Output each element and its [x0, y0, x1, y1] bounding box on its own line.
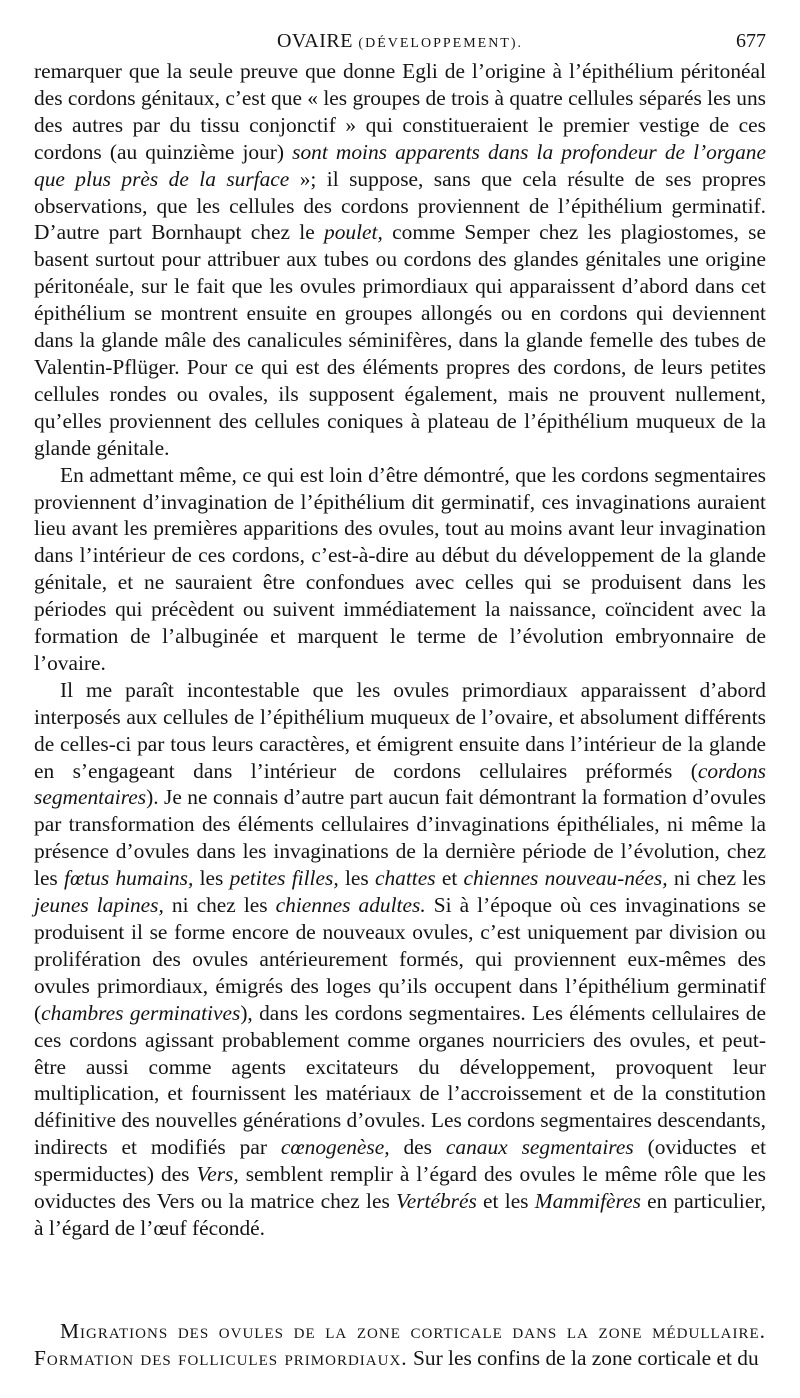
paragraph: [34, 58, 766, 462]
text-run: les: [338, 866, 375, 891]
paragraph: [34, 462, 766, 677]
text-run: semblent remplir à l’égard des ovules le même rôle que les oviductes des Vers ou la matrice chez les: [34, 1162, 766, 1214]
italic-text: chambres germinatives: [41, 1000, 241, 1025]
italic-text: Vertébrés: [396, 1189, 477, 1214]
text-run: ). Je ne connais d’autre part aucun fait démontrant la formation d’ovules par transformation des éléments cellulaires d’invaginations épithéliales, ni même la présence d’ovules dans les invaginations de la dernière période de l’évolution, chez les: [34, 785, 766, 891]
text-run: (oviductes et spermiductes) des: [34, 1135, 767, 1187]
text-run: les: [193, 866, 230, 891]
italic-text: petites filles,: [229, 866, 339, 891]
text-run: ni chez les: [163, 893, 276, 918]
italic-text: cordons segmentaires: [34, 758, 766, 810]
italic-text: cœnogenèse,: [280, 1135, 390, 1160]
text-run: »; il suppose, sans que cela résulte de ses propres observations, que les cellules des cordons proviennent de l’épithélium germinatif. D’autre part Bornhaupt chez le: [34, 166, 766, 245]
italic-text: chattes: [374, 866, 436, 891]
text-run: ni chez les: [667, 866, 766, 891]
italic-text: chiennes nouveau-nées,: [463, 866, 668, 891]
paragraph: [34, 677, 766, 1242]
text-run: remarquer que la seule preuve que donne Egli de l’origine à l’épithélium péritonéal des cordons génitaux, c’est que « les groupes de trois à quatre cellules séparés les uns des autres par du tissu conjonctif » qui constitueraient le premier vestige de ces cordons (au quinzième jour): [34, 59, 766, 164]
text-run: en particulier, à l’égard de l’œuf fécondé.: [34, 1189, 766, 1240]
running-title: [34, 30, 766, 53]
section-text: Sur les confins de la zone corticale et du: [407, 1346, 759, 1370]
text-run: et les: [476, 1189, 535, 1214]
italic-text: sont moins apparents dans la profondeur de l’organe que plus près de la surface: [34, 139, 766, 191]
text-run: Il me paraît incontestable que les ovules primordiaux apparaissent d’abord interposés aux cellules de l’épithélium muqueux de l’ovaire, et absolument différents de celles-ci par tous leurs caractères, et émigrent ensuite dans l’intérieur de la glande en s’engageant dans l’intérieur de cordons cellulaires préformés (: [34, 677, 766, 783]
section-heading-block: [34, 1318, 766, 1372]
italic-text: chiennes adultes.: [275, 893, 426, 918]
text-run: Si à l’époque où ces invaginations se produisent il se forme encore de nouveaux ovules, c’est uniquement par division ou prolifération des ovules antérieurement formés, qui proviennent eux-mêmes des ovules primordiaux, émigrés des loges qu’ils occupent dans l’épithélium germinatif (: [34, 893, 766, 1025]
running-head: [34, 30, 766, 60]
italic-text: poulet,: [324, 220, 383, 245]
italic-text: fœtus humains,: [64, 866, 194, 891]
body-text: [34, 58, 766, 1242]
section-heading: Migrations des ovules de la zone corticale dans la zone médullaire. Formation des follicules primordiaux.: [34, 1319, 766, 1370]
text-run: ), dans les cordons segmentaires. Les éléments cellulaires de ces cordons agissant probablement comme organes nourriciers des ovules, et peut-être aussi comme agents excitateurs du développement, provoquent leur multiplication, et fournissent les matériaux de l’accroissement et de la constitution définitive des nouvelles générations d’ovules. Les cordons segmentaires descendants, indirects et modifiés par: [34, 1000, 766, 1160]
text-run: comme Semper chez les plagiostomes, se basent surtout pour attribuer aux tubes ou cordons des glandes génitales une origine péritonéale, sur le fait que les ovules primordiaux qui apparaissent d’abord dans cet épithélium se montrent ensuite en groupes allongés ou en cordons qui deviennent dans la glande mâle des canalicules séminifères, dans la glande femelle des tubes de Valentin-Pflüger. Pour ce qui est des éléments propres des cordons, de leurs petites cellules rondes ou ovales, ils supposent également, mais ne prouvent nullement, qu’elles proviennent des cellules coniques à plateau de l’épithélium muqueux de la glande génitale.: [34, 220, 766, 460]
italic-text: jeunes lapines,: [34, 893, 164, 918]
italic-text: Mammifères: [534, 1189, 641, 1214]
text-run: et: [435, 866, 464, 891]
italic-text: canaux segmentaires: [445, 1135, 634, 1160]
text-run: En admettant même, ce qui est loin d’être démontré, que les cordons segmentaires proviennent d’invagination de l’épithélium dit germinatif, ces invaginations auraient lieu avant les premières apparitions des ovules, tout au moins avant leur invagination dans l’intérieur de ces cordons, c’est-à-dire au début du développement de la glande génitale, et ne sauraient être confondues avec celles qui se produisent dans les périodes qui précèdent ou suivent immédiatement la naissance, coïncident avec la formation de l’albuginée et marquent le terme de l’évolution embryonnaire de l’ovaire.: [34, 462, 766, 675]
italic-text: Vers,: [196, 1162, 239, 1187]
page-number: 677: [736, 30, 766, 52]
header-title: OVAIRE: [276, 30, 353, 52]
text-run: des: [389, 1135, 446, 1160]
header-subtitle: (DÉVELOPPEMENT).: [358, 36, 524, 51]
